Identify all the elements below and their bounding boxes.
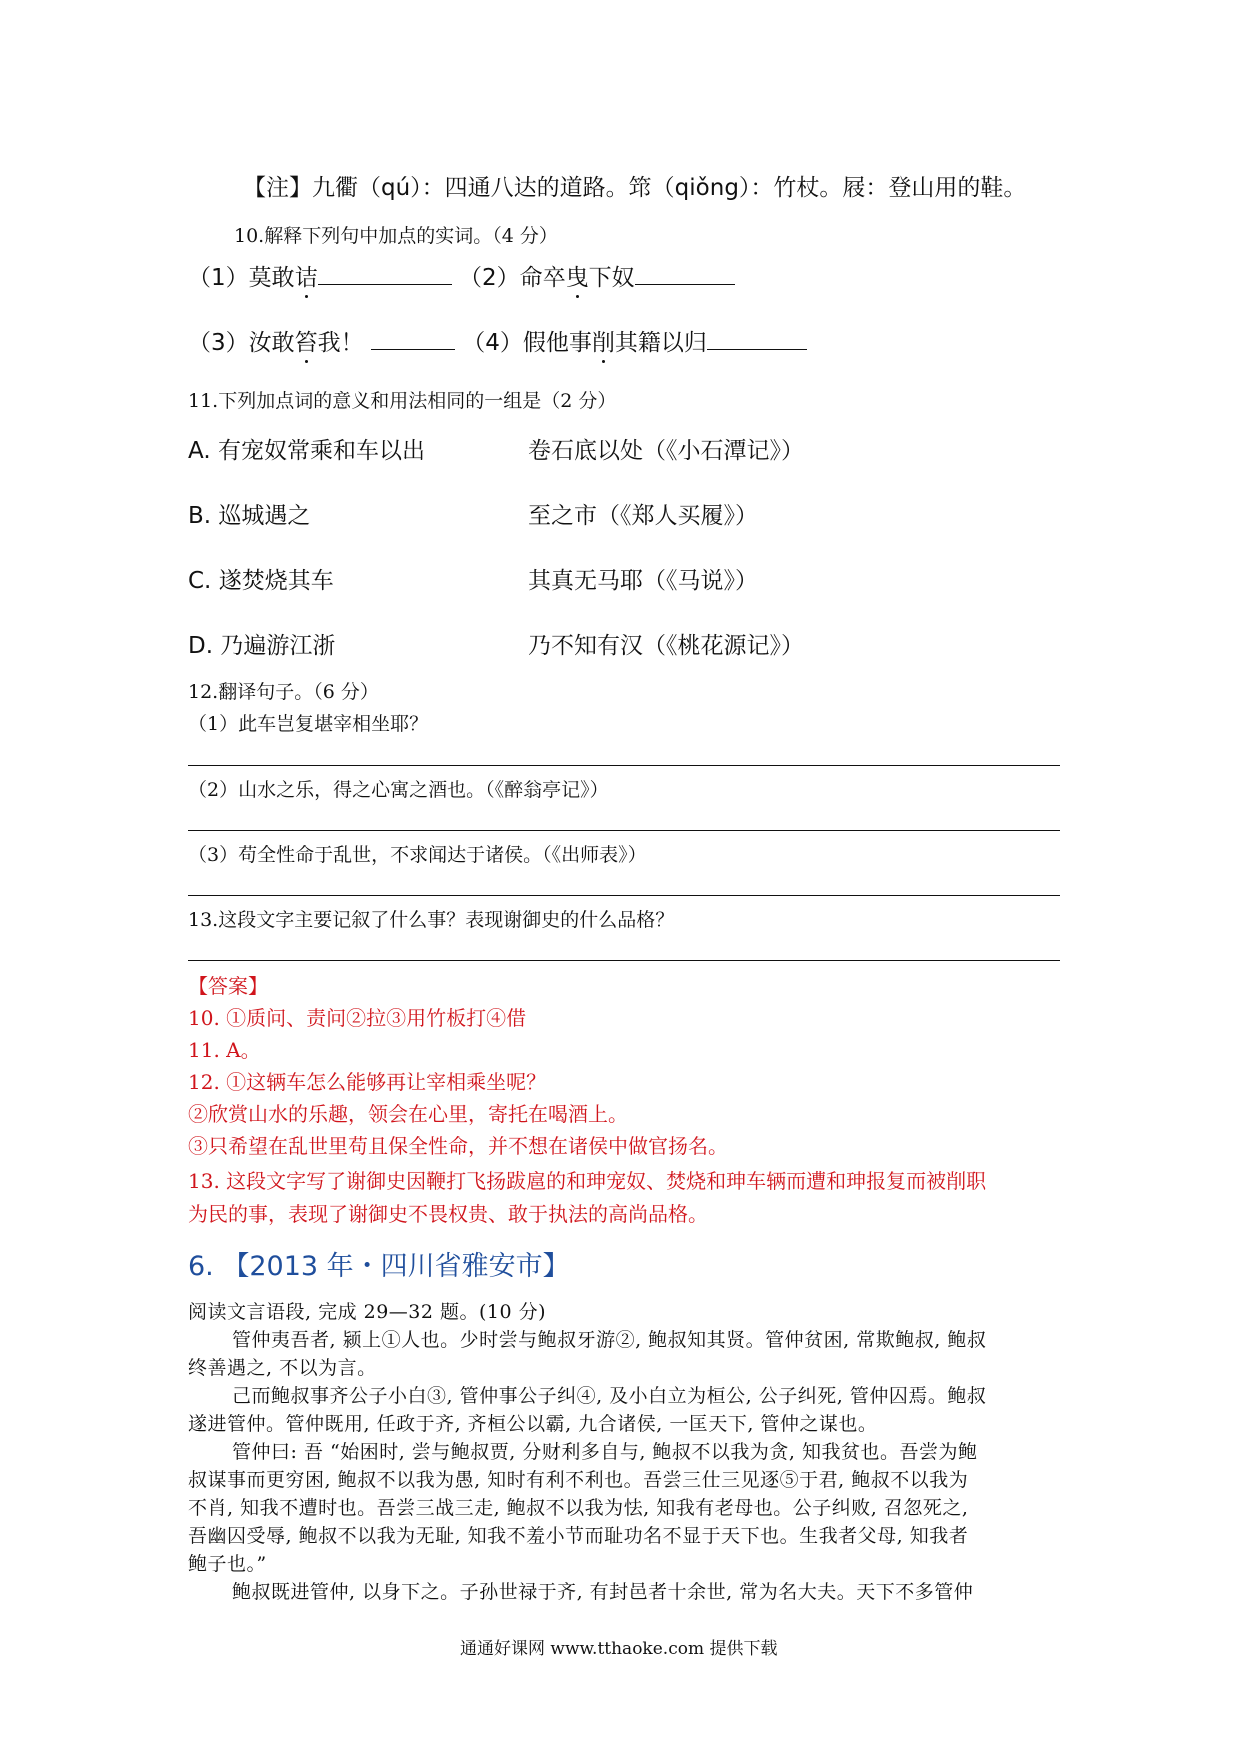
answer-blank[interactable] bbox=[371, 329, 455, 350]
question-12-item-1: （1）此车岂复堪宰相坐耶？ bbox=[188, 713, 429, 735]
answer-line[interactable] bbox=[188, 765, 1060, 766]
passage-line: 不肖, 知我不遭时也。吾尝三战三走, 鲍叔不以我为怯, 知我有老母也。公子纠败, 召忽死之, bbox=[188, 1497, 969, 1519]
question-11-title: 11.下列加点词的意义和用法相同的一组是（2 分） bbox=[188, 390, 617, 412]
annotation-note: 【注】九衢（qú）：四通八达的道路。筇（qiǒng）：竹杖。屐：登山用的鞋。 bbox=[243, 175, 1027, 201]
item-number: （4） bbox=[462, 330, 523, 356]
option-d-right: 乃不知有汉（《桃花源记》） bbox=[528, 633, 804, 659]
question-10-row-2 bbox=[188, 324, 807, 357]
passage-line: 管仲夷吾者, 颍上①人也。少时尝与鲍叔牙游②, 鲍叔知其贤。管仲贫困, 常欺鲍叔, 鲍叔 bbox=[232, 1329, 987, 1351]
item-text: 其籍以归 bbox=[614, 330, 707, 356]
passage-line: 吾幽囚受辱, 鲍叔不以我为无耻, 知我不羞小节而耻功名不显于天下也。生我者父母, 知我者 bbox=[188, 1525, 969, 1547]
item-text: 我！ bbox=[317, 330, 364, 356]
passage-line: 鲍叔既进管仲, 以身下之。子孙世禄于齐, 有封邑者十余世, 常为名大夫。天下不多管仲 bbox=[232, 1581, 974, 1603]
answer-line[interactable] bbox=[188, 895, 1060, 896]
option-a bbox=[188, 432, 425, 465]
item-text: 莫敢 bbox=[248, 265, 295, 291]
dotted-character: 削 bbox=[592, 324, 615, 357]
answer-line-text: 11. A。 bbox=[188, 1038, 261, 1062]
answer-line-text: 10. ①质问、责问②拉③用竹板打④借 bbox=[188, 1006, 527, 1030]
question-10-row-1 bbox=[188, 259, 735, 292]
question-12-item-3: （3）苟全性命于乱世，不求闻达于诸侯。（《出师表》） bbox=[188, 844, 647, 866]
question-12-item-2: （2）山水之乐，得之心寓之酒也。（《醉翁亭记》） bbox=[188, 779, 609, 801]
dotted-character: 笞 bbox=[295, 324, 318, 357]
item-text: 下奴 bbox=[588, 265, 635, 291]
option-b bbox=[188, 497, 310, 530]
passage-line: 鲍子也。” bbox=[188, 1553, 267, 1575]
answer-line-text: 12. ①这辆车怎么能够再让宰相乘坐呢？ bbox=[188, 1070, 547, 1094]
page-footer: 通通好课网 www.tthaoke.com 提供下载 bbox=[460, 1639, 778, 1659]
answer-line[interactable] bbox=[188, 830, 1060, 831]
section-heading: 6. 【2013 年・四川省雅安市】 bbox=[188, 1251, 570, 1282]
item-number: （1） bbox=[188, 265, 249, 291]
option-letter: A. bbox=[188, 438, 211, 464]
question-13-title: 13.这段文字主要记叙了什么事？表现谢御史的什么品格？ bbox=[188, 909, 675, 931]
answer-line-text: ③只希望在乱世里苟且保全性命，并不想在诸侯中做官扬名。 bbox=[188, 1134, 728, 1158]
passage-line: 管仲曰: 吾 “始困时, 尝与鲍叔贾, 分财利多自与, 鲍叔不以我为贪, 知我贫也。吾尝为鲍 bbox=[232, 1441, 978, 1463]
dotted-character: 诘 bbox=[295, 259, 318, 292]
item-number: （2） bbox=[458, 265, 520, 291]
option-left: 遂焚烧其车 bbox=[218, 568, 334, 594]
question-10-title: 10.解释下列句中加点的实词。（4 分） bbox=[234, 225, 558, 247]
option-c bbox=[188, 562, 334, 595]
option-left: 巡城遇之 bbox=[218, 503, 311, 529]
passage-line: 己而鲍叔事齐公子小白③, 管仲事公子纠④, 及小白立为桓公, 公子纠死, 管仲囚焉。鲍叔 bbox=[232, 1385, 987, 1407]
passage-line: 叔谋事而更穷困, 鲍叔不以我为愚, 知时有利不利也。吾尝三仕三见逐⑤于君, 鲍叔不以我为 bbox=[188, 1469, 969, 1491]
answer-blank[interactable] bbox=[707, 329, 807, 350]
option-b-right: 至之市（《郑人买履》） bbox=[528, 503, 758, 529]
option-letter: B. bbox=[188, 503, 212, 529]
option-a-right: 卷石底以处（《小石潭记》） bbox=[528, 438, 804, 464]
passage-line: 终善遇之, 不以为言。 bbox=[188, 1357, 377, 1379]
passage-intro: 阅读文言语段, 完成 29—32 题。(10 分) bbox=[188, 1301, 547, 1323]
answer-line[interactable] bbox=[188, 960, 1060, 961]
answer-line-text: ②欣赏山水的乐趣，领会在心里，寄托在喝酒上。 bbox=[188, 1102, 628, 1126]
item-number: （3） bbox=[188, 330, 249, 356]
passage-line: 遂进管仲。管仲既用, 任政于齐, 齐桓公以霸, 九合诸侯, 一匡天下, 管仲之谋也。 bbox=[188, 1413, 878, 1435]
answer-line-text: 为民的事，表现了谢御史不畏权贵、敢于执法的高尚品格。 bbox=[188, 1202, 708, 1226]
option-left: 有宠奴常乘和车以出 bbox=[217, 438, 425, 464]
option-letter: D. bbox=[188, 633, 214, 659]
option-d bbox=[188, 627, 335, 660]
item-text: 假他事 bbox=[522, 330, 592, 356]
answer-blank[interactable] bbox=[318, 264, 452, 285]
option-left: 乃遍游江浙 bbox=[220, 633, 336, 659]
option-c-right: 其真无马耶（《马说》） bbox=[528, 568, 758, 594]
answer-label: 【答案】 bbox=[188, 974, 268, 998]
item-text: 汝敢 bbox=[248, 330, 295, 356]
answer-blank[interactable] bbox=[635, 264, 735, 285]
dotted-character: 曳 bbox=[566, 259, 589, 292]
item-text: 命卒 bbox=[519, 265, 566, 291]
question-12-title: 12.翻译句子。（6 分） bbox=[188, 681, 379, 703]
answer-line-text: 13. 这段文字写了谢御史因鞭打飞扬跋扈的和珅宠奴、焚烧和珅车辆而遭和珅报复而被削职 bbox=[188, 1169, 987, 1193]
option-letter: C. bbox=[188, 568, 212, 594]
